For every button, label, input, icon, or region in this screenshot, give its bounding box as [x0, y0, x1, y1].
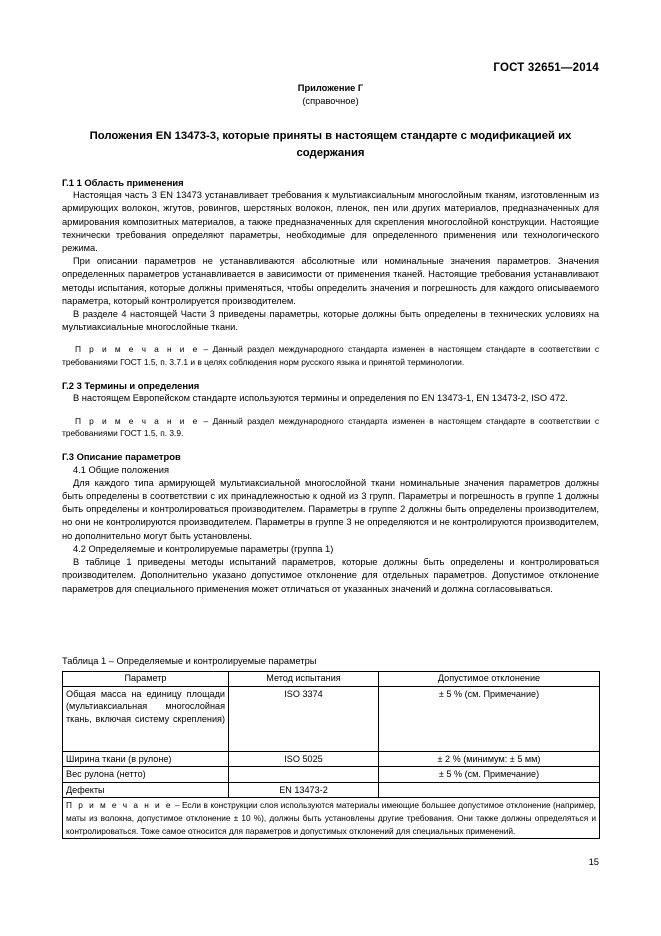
- cell-tolerance: ± 2 % (минимум: ± 5 мм): [379, 751, 600, 767]
- page-title: Положения EN 13473-3, которые приняты в настоящем стандарте с модификацией их содержания: [89, 130, 572, 159]
- parameters-table: [62, 671, 600, 839]
- annex-label: Приложение Г: [297, 83, 364, 93]
- column-header-method: Метод испытания: [229, 672, 379, 687]
- cell-method: ISO 5025: [229, 751, 379, 767]
- cell-tolerance: ± 5 % (см. Примечание): [379, 686, 600, 751]
- note-text: – Данный раздел международного стандарта изменен в настоящем стандарте в соответствии с требованиями ГОСТ 1.5, п. 3.9.: [62, 415, 600, 439]
- table-section: [62, 655, 599, 839]
- paragraph: При описании параметров не устанавливаются абсолютные или номинальные значения параметров. Значения определенных параметров устанавливается в зависимости от применения тканей. Настоящие требования устанавливают методы испытания, которые должны применяться, чтобы определить значения и погрешность для каждого описываемого параметра, который контролируется производителем.: [62, 256, 599, 306]
- cell-method: EN 13473-2: [229, 782, 379, 798]
- table-caption: Таблица 1 – Определяемые и контролируемые параметры: [62, 656, 317, 666]
- paragraph: В разделе 4 настоящей Части 3 приведены параметры, которые должны быть определены в технических условиях на мультиаксиальные многослойные ткани.: [62, 309, 599, 333]
- paragraph: В таблице 1 приведены методы испытаний параметров, которые должны быть определены и контролироваться производителем. Дополнительно указано допустимое отклонение для отдельных параметров. Допустимое отклонение параметров для специального применения может отличаться от указанных значений и должна согласовываться.: [62, 557, 599, 594]
- note-g2: [62, 415, 599, 440]
- footnote-text: – Если в конструкции слоя используются материалы имеющие большее допустимое отклонение (например, маты из волокна, допустимое отклонение ± 10 %), должны быть установлены другие требования. Они также должны определяться и контролироваться. Тоже самое относится для параметров и допустимых отклонений для специальных применений.: [66, 800, 596, 836]
- annex-kind: (справочное): [302, 96, 359, 106]
- table-footnote-row: [63, 798, 600, 839]
- column-header-parameter: Параметр: [63, 672, 229, 687]
- footnote-label: П р и м е ч а н и е: [66, 800, 173, 811]
- note-text: – Данный раздел международного стандарта изменен в настоящем стандарте в соответствии с требованиями ГОСТ 1.5, п. 3.7.1 и в целях соблюдения норм русского языка и принятой терминологии.: [62, 344, 600, 367]
- table-header-row: [63, 672, 600, 687]
- subsection-heading-42: 4.2 Определяемые и контролируемые параметры (группа 1): [73, 543, 334, 554]
- standard-designation: ГОСТ 32651—2014: [493, 62, 599, 74]
- paragraph: Настоящая часть 3 EN 13473 устанавливает требования к мультиаксиальным многослойным тканям, изготовленным из армирующих волокон, жгутов, ровингов, шерстяных волокон, пленок, пен или других материалов, предназначенных для армирования композитных материалов, а также предназначенных для скрепления многослойной конструкции. Настоящие технически требования определяют параметры, необходимые для определенного применения или технологического режима.: [62, 190, 599, 254]
- cell-parameter: Общая масса на единицу площади (мультиаксиальная многослойная ткань, включая систему скрепления): [63, 686, 229, 751]
- cell-method: [229, 767, 379, 783]
- table-row: [63, 751, 600, 767]
- paragraph: Для каждого типа армирующей мультиаксиальной многослойной ткани номинальные значения параметров должны быть определены в соответствии с их принадлежностью к одной из 3 групп. Параметры и погрешность в группе 1 должны быть определены и контролироваться производителем. Параметры в группе 2 должны быть определены производителем, но они не контролируются производителем. Параметры в группе 3 не определяются и не контролируются производителем, но дополнительно могут быть установлены.: [62, 477, 599, 541]
- section-heading-g2: Г.2 3 Термины и определения: [62, 380, 200, 392]
- cell-parameter: Дефекты: [63, 782, 229, 798]
- note-label: П р и м е ч а н и е: [75, 344, 200, 355]
- page-number: 15: [588, 856, 599, 867]
- column-header-tolerance: Допустимое отклонение: [379, 672, 600, 687]
- table-row: [63, 782, 600, 798]
- cell-method: ISO 3374: [229, 686, 379, 751]
- table-row: [63, 767, 600, 783]
- paragraph: В настоящем Европейском стандарте используются термины и определения по EN 13473-1, EN 13473-2, ISO 472.: [73, 393, 568, 404]
- table-footnote: [63, 798, 600, 839]
- subsection-heading-41: 4.1 Общие положения: [73, 464, 170, 475]
- table-row: [63, 686, 600, 751]
- cell-tolerance: ± 5 % (см. Примечание): [379, 767, 600, 783]
- section-heading-g3: Г.3 Описание параметров: [62, 451, 181, 463]
- note-label: П р и м е ч а н и е: [75, 415, 200, 426]
- body-text: [62, 176, 599, 596]
- section-heading-g1: Г.1 1 Область применения: [62, 177, 184, 188]
- note-g1: [62, 343, 599, 368]
- cell-tolerance: [379, 782, 600, 798]
- annex-heading: [62, 82, 599, 108]
- cell-parameter: Вес рулона (нетто): [63, 767, 229, 783]
- cell-parameter: Ширина ткани (в рулоне): [63, 751, 229, 767]
